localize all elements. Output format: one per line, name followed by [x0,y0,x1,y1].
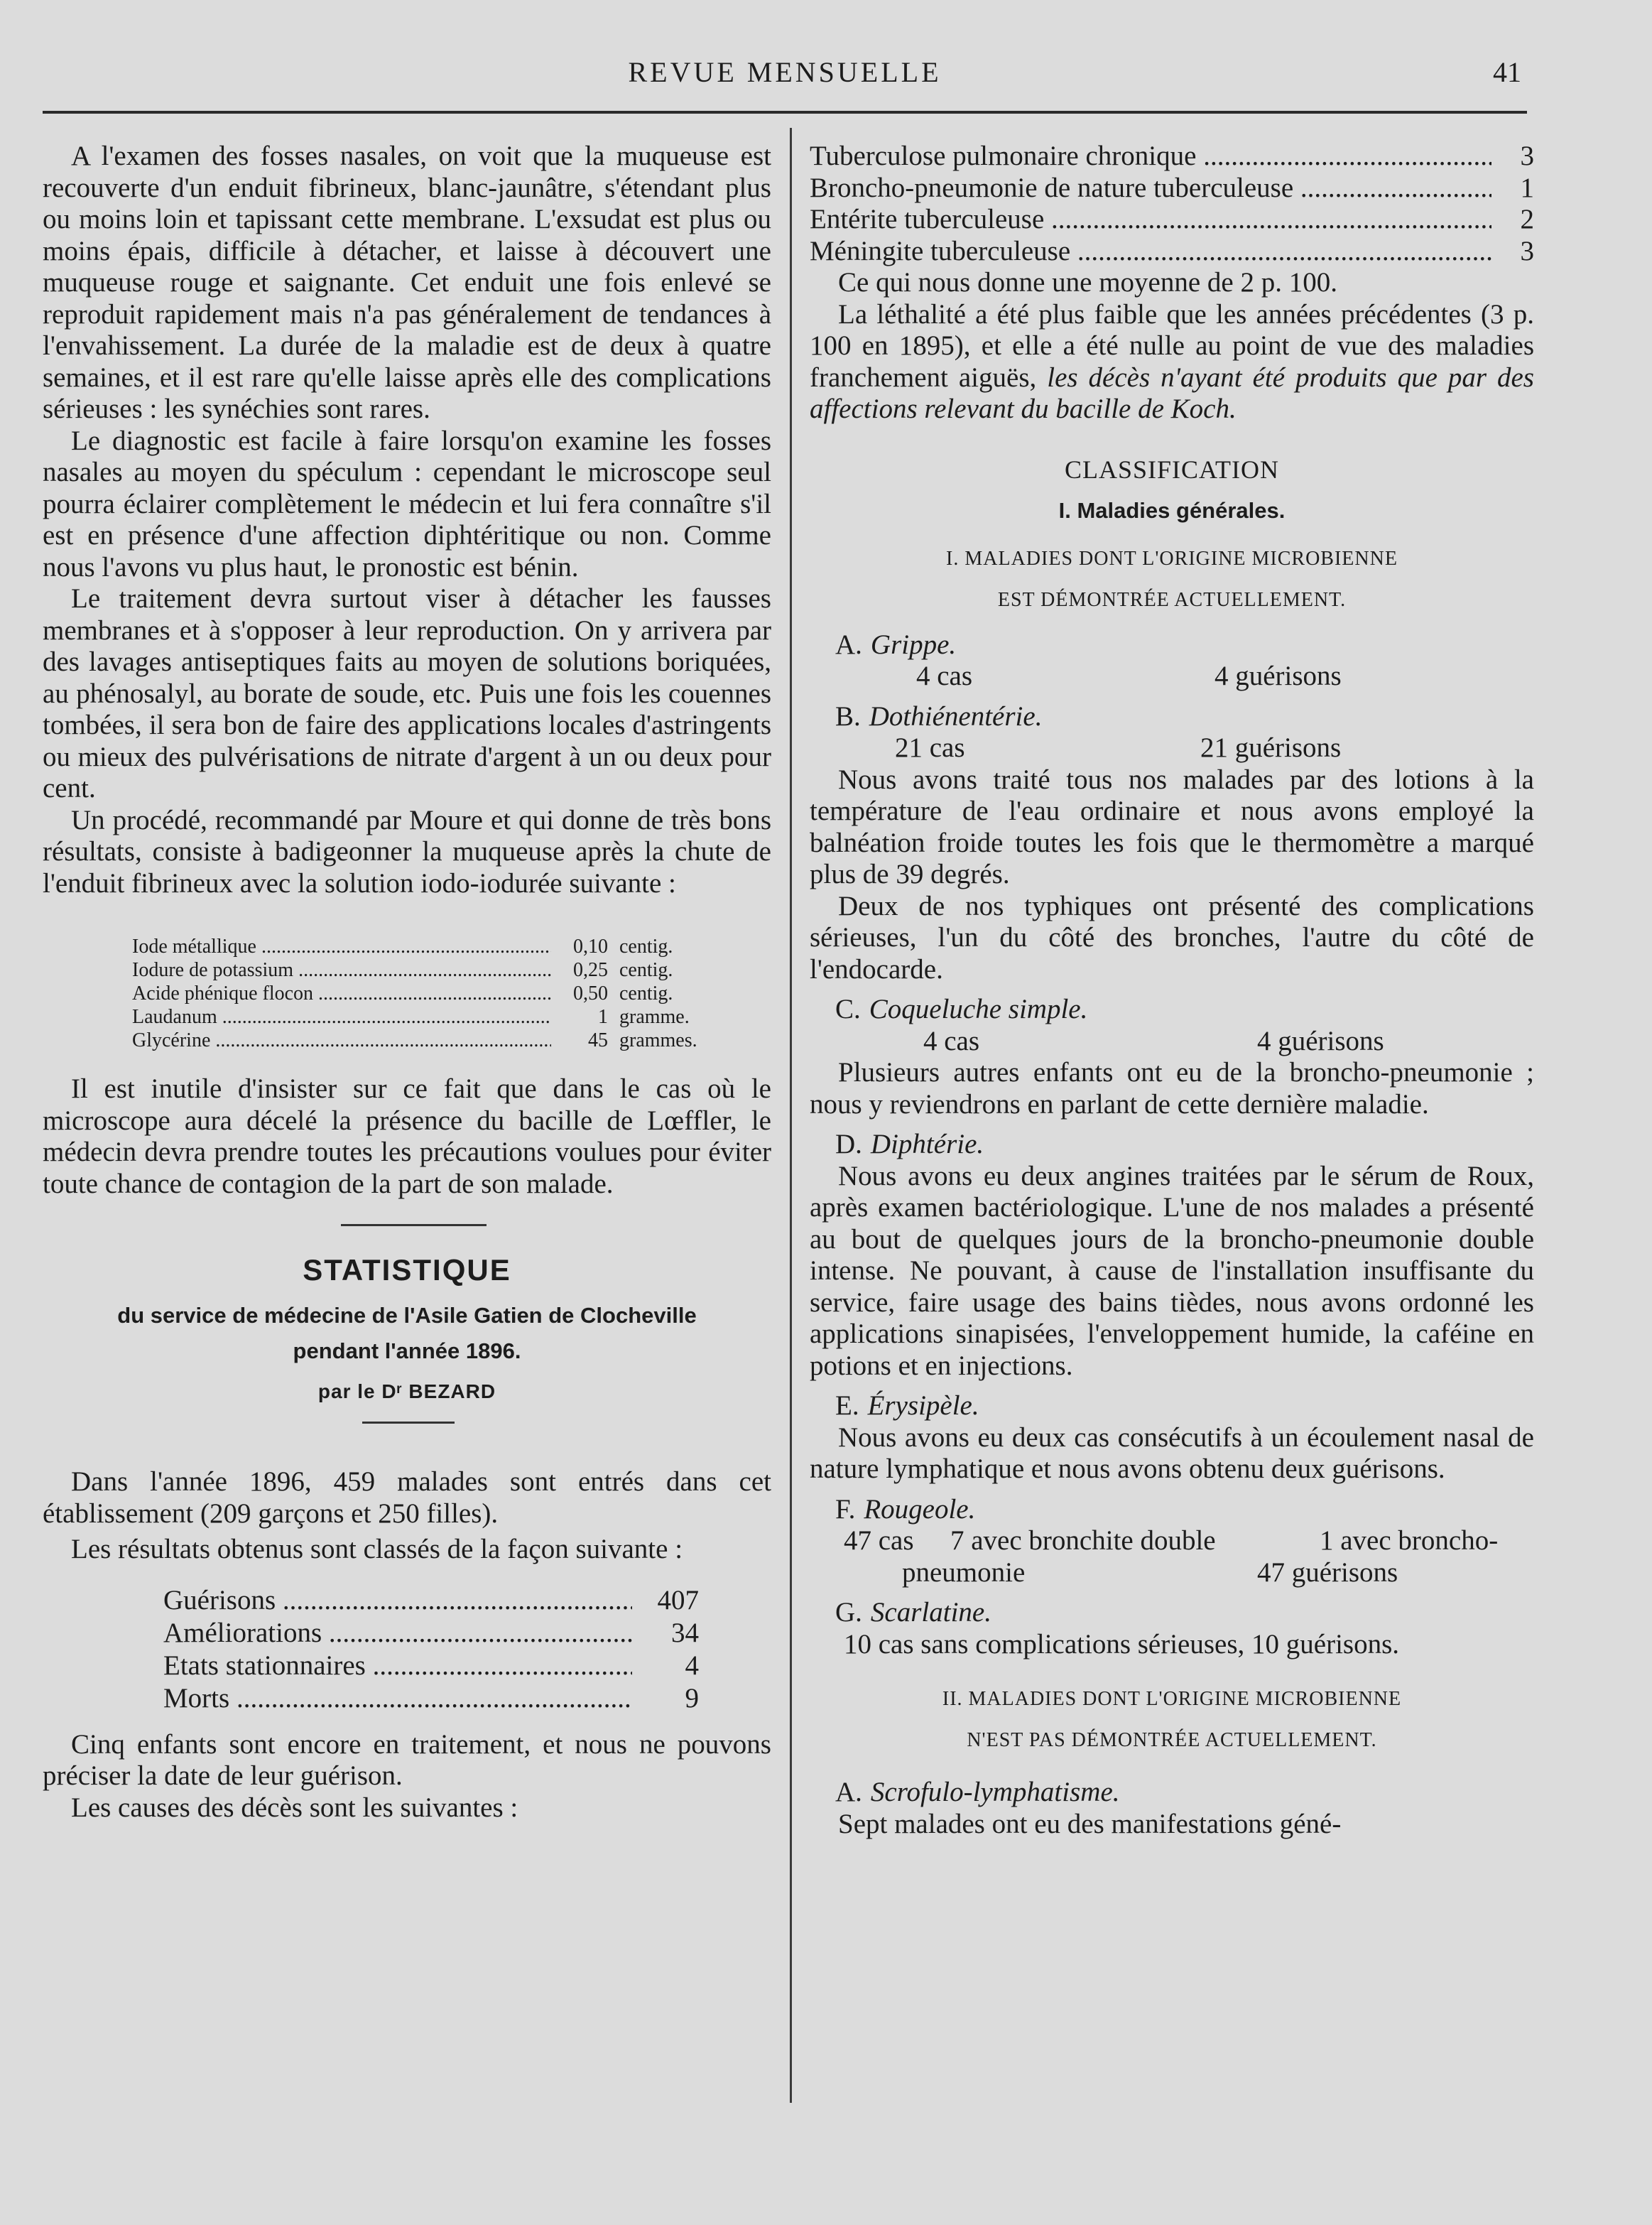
cause-row [810,141,1534,173]
results-value: 9 [685,1682,699,1714]
formula-row [132,982,743,1005]
subsection-heading [810,538,1534,621]
section-title: STATISTIQUE [303,1253,511,1287]
ingredient-unit: grammes. [619,1029,697,1051]
section-subtitle: du service de médecine de l'Asile Gatien de Clocheville [117,1302,697,1328]
disease-name: Rougeole. [864,1493,976,1525]
disease-heading [810,629,1534,661]
subsection-line: EST DÉMONTRÉE ACTUELLEMENT. [997,588,1347,611]
paragraph-whooping-cough: Plusieurs autres enfants ont eu de la broncho-pneumonie ; nous y reviendrons en parlant de cette dernière maladie. [810,1057,1534,1120]
measles-line [810,1557,1534,1589]
ingredient-unit: gramme. [619,1006,690,1028]
ingredient-quantity: 0,50 [573,982,608,1005]
disease-letter: C. [835,994,861,1024]
section-divider [362,1422,455,1424]
cause-row [810,204,1534,236]
cause-count: 2 [1520,204,1534,234]
results-row [163,1584,717,1617]
results-label: Guérisons ..... [163,1584,632,1617]
paragraph-ongoing: Cinq enfants sont encore en traitement, et nous ne pouvons préciser la date de leur guérison. [43,1728,771,1791]
subsection-line: II. MALADIES DONT L'ORIGINE MICROBIENNE [942,1688,1402,1710]
disease-letter: A. [835,1777,862,1807]
ingredient-unit: centig. [619,936,673,958]
ingredient-unit: centig. [619,959,673,981]
results-value: 407 [657,1584,699,1615]
measles-cases: 47 cas [844,1525,914,1556]
disease-name: Scarlatine. [870,1597,991,1628]
ingredient-name: Acide phénique flocon ..... [132,982,551,1005]
disease-letter: F. [835,1493,856,1525]
disease-heading [810,1494,1534,1526]
results-row [163,1650,717,1682]
paragraph-typhoid-treatment: Nous avons traité tous nos malades par des lotions à la température de l'eau ordinaire et nous avons employé la balnéation froide toutes les fois que le thermomètre a marqué plus de 39 degrés. [810,764,1534,889]
paragraph-average: Ce qui nous donne une moyenne de 2 p. 100. [838,267,1337,298]
disease-heading [810,1597,1534,1629]
lethality-text: La léthalité a été plus faible que les années précédentes (3 p. 100 en 1895), et elle a été nulle au point de vue des maladies franchement aiguës, [810,298,1534,393]
running-title: REVUE MENSUELLE [628,56,942,88]
disease-heading [810,1777,1534,1809]
formula-row [132,958,743,982]
disease-letter: E. [835,1390,859,1421]
formula-row [132,1005,743,1029]
case-count-line [810,1026,1534,1058]
measles-line [810,1525,1534,1557]
disease-name: Scrofulo-lymphatisme. [870,1777,1120,1807]
classification-title: CLASSIFICATION [1064,455,1280,484]
case-count-line [810,661,1534,693]
cure-count: 4 guérisons [1214,661,1342,691]
paragraph-treatment: Le traitement devra surtout viser à détacher les fausses membranes et à s'opposer à leur reproduction. On y arrivera par des lavages antiseptiques faits au moyen de solutions boriquées, au phénosalyl, au borate de soude, etc. Puis une fois les couennes tombées, il sera bon de faire des applications locales d'astringents ou mieux des pulvérisations de nitrate d'argent à un ou deux pour cent. [43,583,771,803]
cause-count: 3 [1520,141,1534,171]
formula-row [132,935,743,958]
case-count-line [810,732,1534,764]
formula-row [132,1029,743,1052]
ingredient-name: Iode métallique ..... [132,935,551,958]
paragraph-microscope: Il est inutile d'insister sur ce fait que dans le cas où le microscope aura décelé la présence du bacille de Lœffler, le médecin devra prendre toutes les précautions voulues pour éviter toute chance de contagion de la part de son malade. [43,1073,771,1199]
paragraph-erysipelas: Nous avons eu deux cas consécutifs à un écoulement nasal de nature lymphatique et nous avons obtenu deux guérisons. [810,1422,1534,1484]
measles-bronchitis: 7 avec bronchite double [950,1525,1216,1556]
case-count: 21 cas [895,732,965,763]
lethality-italic: les décès n'ayant été produits que par des affections relevant du bacille de Koch. [810,362,1534,424]
paragraph-diagnostic: Le diagnostic est facile à faire lorsqu'on examine les fosses nasales au moyen du spéculum : cependant le microscope seul pourra éclairer complètement le médecin et lui fera connaître s'il est en présence d'une affection diphtéritique ou non. Comme nous l'avons vu plus haut, le pronostic est bénin. [43,425,771,583]
paragraph-procedure: Un procédé, recommandé par Moure et qui donne de très bons résultats, consiste à badigeonner la muqueuse après la chute de l'enduit fibrineux avec la solution iodo-iodurée suivante : [43,804,771,899]
disease-heading [810,1129,1534,1161]
case-count: 4 cas [923,1025,980,1056]
cure-count: 4 guérisons [1257,1025,1384,1056]
header-rule [43,111,1527,114]
cause-row [810,173,1534,205]
paragraph-exam: A l'examen des fosses nasales, on voit que la muqueuse est recouverte d'un enduit fibrineux, blanc-jaunâtre, s'étendant plus ou moins loin et tapissant cette membrane. L'exsudat est plus ou moins épais, difficile à détacher, et laisse à découvert une muqueuse rouge et saignante. Cet enduit une fois enlevé se reproduit rapidement mais n'a pas généralement de tendances à l'envahissement. La durée de la maladie est de deux à quatre semaines, et il est rare qu'elle laisse après elle des complications sérieuses : les synéchies sont rares. [43,141,771,424]
prescription-formula [132,935,743,1052]
cause-label: Tuberculose pulmonaire chronique ..... [810,141,1491,173]
subsection-line: I. MALADIES DONT L'ORIGINE MICROBIENNE [946,547,1398,570]
section-divider [341,1224,487,1226]
disease-letter: A. [835,629,862,660]
page-number: 41 [1493,56,1521,88]
ingredient-quantity: 0,25 [573,959,608,981]
results-label: Etats stationnaires ..... [163,1650,632,1682]
disease-name: Diphtérie. [870,1129,984,1159]
cause-label: Broncho-pneumonie de nature tuberculeuse ..... [810,173,1491,205]
disease-letter: G. [835,1597,862,1628]
disease-name: Dothiénentérie. [869,700,1043,732]
ingredient-unit: centig. [619,982,673,1005]
paragraph-results-intro: Les résultats obtenus sont classés de la façon suivante : [71,1534,683,1564]
disease-name: Grippe. [870,629,957,660]
disease-letter: B. [835,700,861,732]
measles-cured: 47 guérisons [1257,1557,1398,1588]
results-value: 34 [671,1617,699,1648]
section-heading: I. Maladies générales. [1058,498,1286,523]
measles-pneumonia: pneumonie [902,1557,1026,1588]
paragraph-causes-intro: Les causes des décès sont les suivantes : [71,1792,518,1823]
case-count: 4 cas [916,661,973,691]
results-label: Morts ..... [163,1682,632,1715]
cause-row [810,236,1534,268]
subsection-heading [810,1679,1534,1761]
right-column [810,141,1534,1840]
disease-heading [810,701,1534,733]
paragraph-scrofula: Sept malades ont eu des manifestations géné- [838,1808,1342,1839]
ingredient-quantity: 45 [588,1029,608,1051]
cause-label: Entérite tuberculeuse ..... [810,204,1491,236]
results-label: Améliorations ..... [163,1617,632,1650]
measles-bronchopneumonia: 1 avec broncho- [1320,1525,1499,1556]
section-subtitle-year: pendant l'année 1896. [293,1338,521,1363]
left-column [43,141,771,1824]
paragraph-admissions: Dans l'année 1896, 459 malades sont entrés dans cet établissement (209 garçons et 250 filles). [43,1466,771,1529]
results-row [163,1682,717,1715]
death-causes-list [810,141,1534,267]
ingredient-quantity: 0,10 [573,936,608,958]
cause-label: Méningite tuberculeuse ..... [810,236,1491,268]
paragraph-diphtheria: Nous avons eu deux angines traitées par le sérum de Roux, après examen bactériologique. L'une de nos malades a présenté au bout de quelques jours de la broncho-pneumonie double intense. Ne pouvant, à cause de l'installation insuffisante du service, faire usage des bains tièdes, nous avons ordonné les applications sinapisées, l'enveloppement humide, la caféine en potions et en injections. [810,1160,1534,1381]
cause-count: 3 [1520,235,1534,266]
disease-letter: D. [835,1129,862,1159]
paragraph-scarlet-fever: 10 cas sans complications sérieuses, 10 guérisons. [844,1628,1400,1660]
paragraph-typhoid-complications: Deux de nos typhiques ont présenté des complications sérieuses, l'un du côté des bronches, l'autre du côté de l'endocarde. [810,890,1534,985]
results-row [163,1617,717,1650]
cause-count: 1 [1520,172,1534,203]
paragraph-lethality [810,299,1534,426]
author-line: par le Dʳ BEZARD [317,1380,496,1402]
disease-heading [810,994,1534,1026]
page-header [43,55,1527,112]
disease-name: Érysipèle. [867,1390,979,1421]
ingredient-quantity: 1 [598,1006,608,1028]
ingredient-name: Laudanum ..... [132,1005,551,1029]
disease-heading [810,1390,1534,1422]
ingredient-name: Iodure de potassium ..... [132,958,551,982]
column-divider [790,128,792,2103]
disease-name: Coqueluche simple. [869,994,1088,1024]
results-table [163,1584,717,1715]
subsection-line: N'EST PAS DÉMONTRÉE ACTUELLEMENT. [967,1729,1377,1751]
cure-count: 21 guérisons [1200,732,1342,763]
results-value: 4 [685,1650,699,1681]
ingredient-name: Glycérine ..... [132,1029,551,1052]
